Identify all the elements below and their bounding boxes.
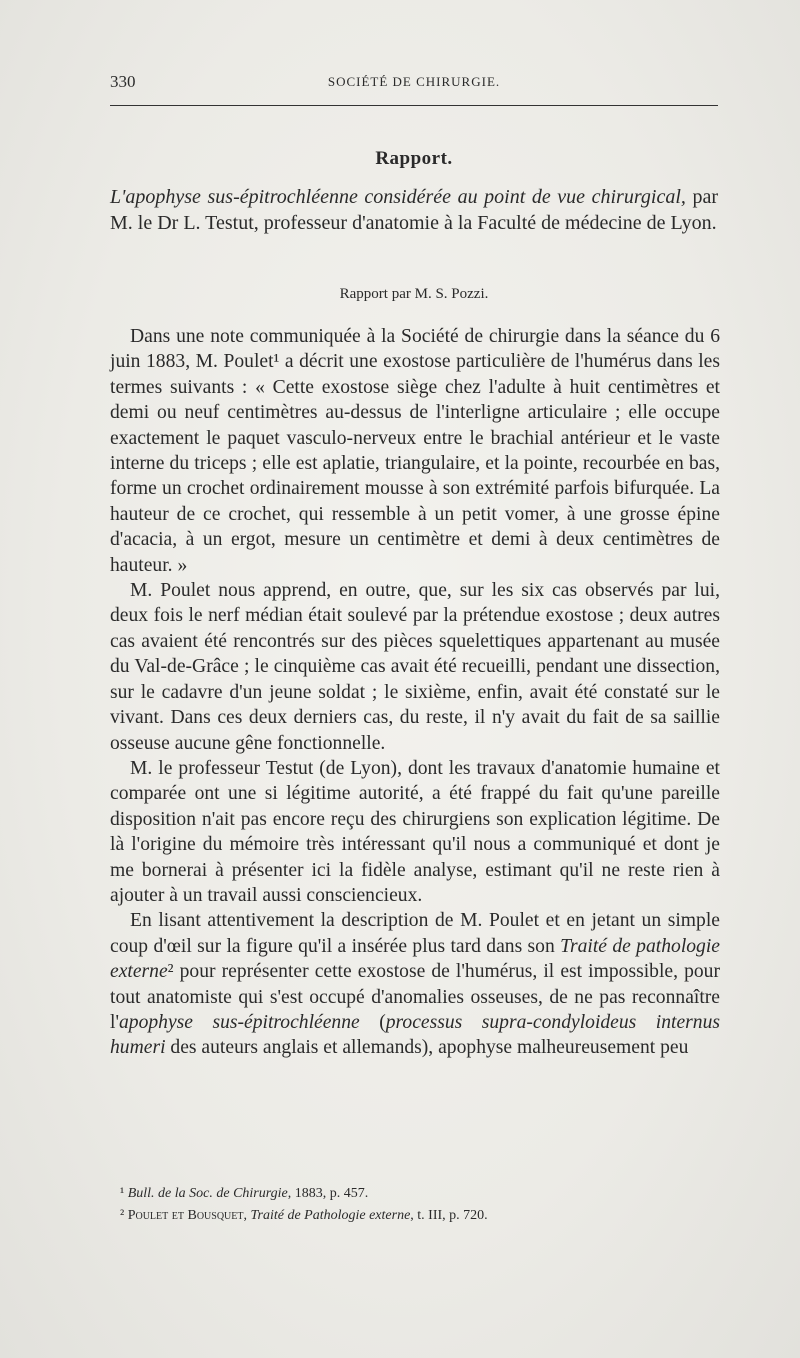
work-title: L'apophyse sus-épitrochléenne considérée au point de vue chirurgical, (110, 186, 686, 208)
footnote-1 (110, 1183, 718, 1205)
header-rule (110, 105, 718, 106)
p4-text-d: des auteurs anglais et allemands), apophyse malheureusement peu (165, 1037, 689, 1059)
p4-italic-3: processus supra-condyloideus internus humeri (110, 1011, 720, 1059)
paragraph-4 (110, 908, 720, 1060)
footnote-1-ref: , 1883, p. 457. (287, 1186, 369, 1201)
page-header (110, 72, 718, 96)
section-title: Rapport. (375, 148, 453, 169)
footnote-2-mark: ² (120, 1208, 125, 1223)
paragraph-3: M. le professeur Testut (de Lyon), dont les travaux d'anatomie humaine et comparée ont une si légitime autorité, a été frappé du fait qu'une pareille disposition n'ait pas encore reçu des chirurgiens son explication légitime. De là l'origine du mémoire très intéressant qu'il nous a communiqué et dont je me bornerai à présenter ici la fidèle analyse, estimant qu'il ne reste rien à ajouter à un travail aussi consciencieux. (110, 757, 720, 906)
intro-text: par M. le Dr L. Testut, professeur d'anatomie à la Faculté de médecine de Lyon. (110, 186, 718, 234)
p4-text-c: ( (359, 1011, 386, 1033)
footnotes (110, 1183, 718, 1227)
footnote-1-mark: ¹ (120, 1186, 125, 1201)
footnote-2-authors: Poulet et Bousquet, (127, 1208, 251, 1223)
footnote-1-title: Bull. de la Soc. de Chirurgie (127, 1186, 288, 1201)
paragraph-2: M. Poulet nous apprend, en outre, que, sur les six cas observés par lui, deux fois le nerf médian était soulevé par la prétendue exostose ; deux autres cas avaient été rencontrés sur des pièces squelettiques appartenant au musée du Val-de-Grâce ; le cinquième cas avait été recueilli, pendant une dissection, sur le cadavre d'un jeune soldat ; le sixième, enfin, avait été constaté sur le vivant. Dans ces deux derniers cas, du reste, il n'y avait du fait de sa saillie osseuse aucune gêne fonctionnelle. (110, 580, 720, 754)
p4-text-b: ² pour représenter cette exostose de l'humérus, il est impossible, pour tout anatomiste qui s'est occupé d'anomalies osseuses, de ne pas reconnaître l' (110, 961, 720, 1033)
p4-italic-2: apophyse sus-épitrochléenne (118, 1011, 360, 1033)
footnote-2-ref: , t. III, p. 720. (410, 1208, 488, 1223)
report-intro (110, 184, 718, 236)
running-head: SOCIÉTÉ DE CHIRURGIE. (327, 74, 501, 89)
footnote-2-title: Traité de Pathologie externe (250, 1208, 411, 1223)
p4-italic-1: Traité de pathologie externe (110, 935, 720, 983)
p4-text-a: En lisant attentivement la description de M. Poulet et en jetant un simple coup d'œil sur la figure qu'il a insérée plus tard dans son (110, 910, 720, 957)
report-body (110, 324, 720, 1061)
paragraph-1: Dans une note communiquée à la Société de chirurgie dans la séance du 6 juin 1883, M. Poulet¹ a décrit une exostose particulière de l'humérus dans les termes suivants : « Cette exostose siège chez l'adulte à huit centimètres et demi ou neuf centimètres au-dessus de l'interligne articulaire ; elle occupe exactement le paquet vasculo-nerveux entre le brachial antérieur et le vaste interne du triceps ; elle est aplatie, triangulaire, et la pointe, recourbée en bas, forme un crochet ordinairement mousse à son extrémité parfois bifurquée. La hauteur de ce crochet, qui ressemble à un petit vomer, à une grosse épine d'acacia, à un ergot, mesure un centimètre et demi à deux centimètres de hauteur. » (110, 326, 720, 576)
byline: Rapport par M. S. Pozzi. (339, 286, 489, 302)
page-number: 330 (110, 72, 136, 91)
footnote-2 (110, 1205, 718, 1227)
